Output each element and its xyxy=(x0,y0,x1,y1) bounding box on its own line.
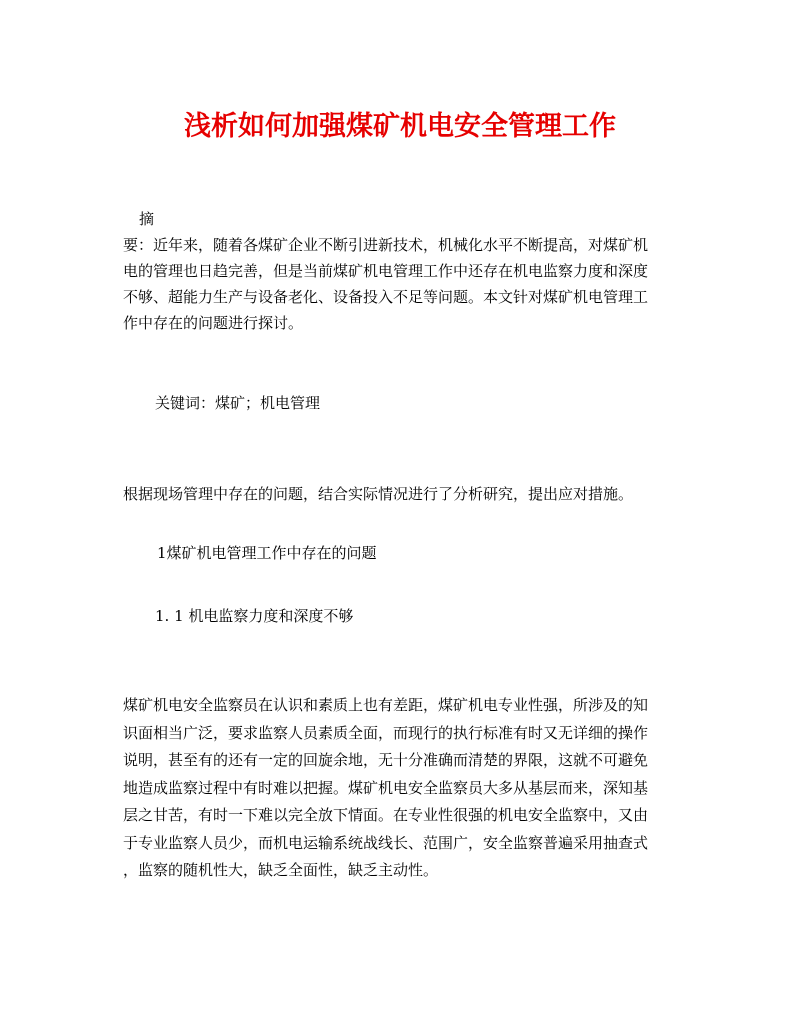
body-line: 于专业监察人员少，而机电运输系统战线长、范围广，安全监察普遍采用抽查式 xyxy=(123,833,649,852)
abstract-paragraph xyxy=(123,232,683,336)
abstract-line: 要：近年来，随着各煤矿企业不断引进新技术，机械化水平不断提高，对煤矿机 xyxy=(123,236,649,254)
document-title: 浅析如何加强煤矿机电安全管理工作 xyxy=(184,111,616,142)
abstract-line: 作中存在的问题进行探讨。 xyxy=(123,314,304,332)
body-line: 识面相当广泛，要求监察人员素质全面，而现行的执行标准有时又无详细的操作 xyxy=(123,723,649,742)
body-line: 层之甘苦，有时一下难以完全放下情面。在专业性很强的机电安全监察中，又由 xyxy=(123,806,649,824)
section-heading: 1煤矿机电管理工作中存在的问题 xyxy=(157,544,377,562)
abstract-line: 不够、超能力生产与设备老化、设备投入不足等问题。本文针对煤矿机电管理工 xyxy=(123,288,649,306)
abstract-label: 摘 xyxy=(139,210,155,228)
intro-paragraph: 根据现场管理中存在的问题，结合实际情况进行了分析研究，提出应对措施。 xyxy=(123,485,634,503)
subsection-heading: 1. 1 机电监察力度和深度不够 xyxy=(155,607,354,625)
body-line: ，监察的随机性大，缺乏全面性，缺乏主动性。 xyxy=(123,861,439,879)
abstract-line: 电的管理也日趋完善，但是当前煤矿机电管理工作中还存在机电监察力度和深度 xyxy=(123,262,649,280)
body-line: 地造成监察过程中有时难以把握。煤矿机电安全监察员大多从基层而来，深知基 xyxy=(123,778,649,797)
keywords: 关键词：煤矿；机电管理 xyxy=(155,394,321,412)
body-line: 煤矿机电安全监察员在认识和素质上也有差距，煤矿机电专业性强，所涉及的知 xyxy=(123,696,649,714)
body-paragraph xyxy=(123,692,683,885)
body-line: 说明，甚至有的还有一定的回旋余地，无十分准确而清楚的界限，这就不可避免 xyxy=(123,751,649,769)
